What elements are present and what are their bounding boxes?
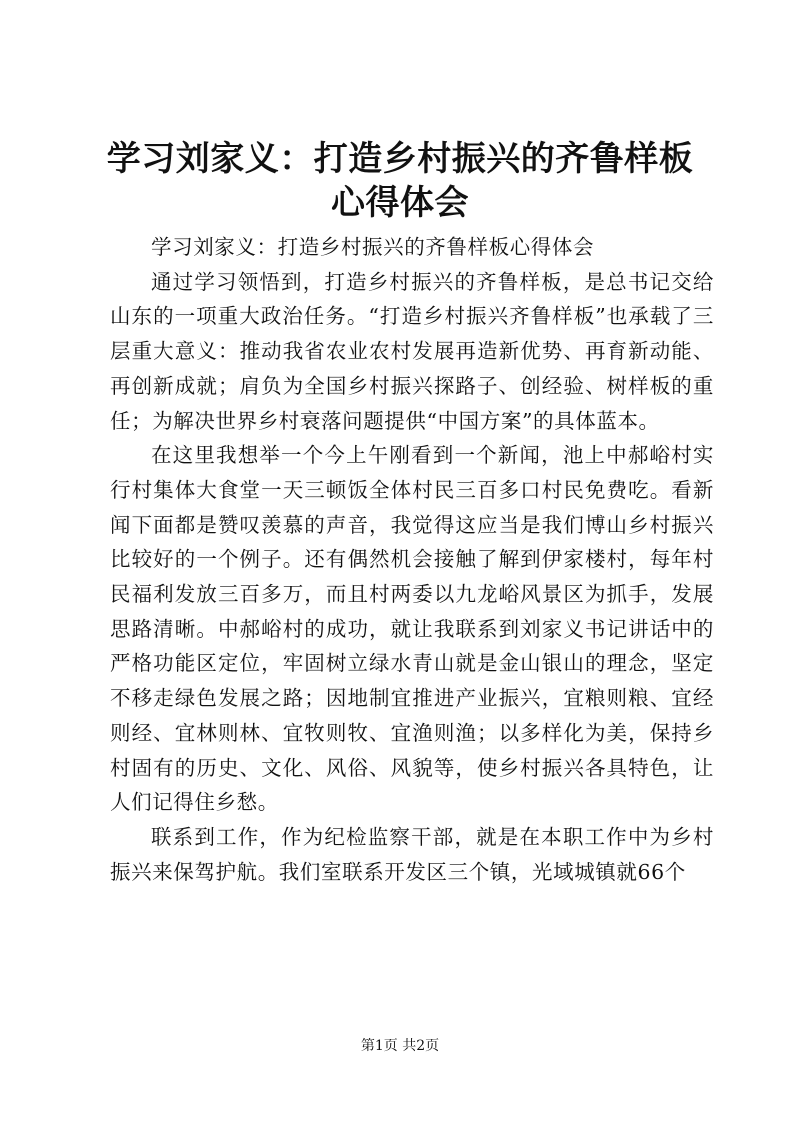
paragraph-significance: 通过学习领悟到，打造乡村振兴的齐鲁样板，是总书记交给山东的一项重大政治任务。“打造乡村振兴齐鲁样板”也承载了三层重大意义：推动我省农业农村发展再造新优势、再育新动能、再创新成就；肩负为全国乡村振兴探路子、创经验、树样板的重任；为解决世界乡村衰落问题提供“中国方案”的具体蓝本。 xyxy=(110,269,714,433)
paragraph-work-connection: 联系到工作，作为纪检监察干部，就是在本职工作中为乡村振兴来保驾护航。我们室联系开发区三个镇，光域城镇就66个 xyxy=(110,824,714,884)
document-title: 学习刘家义：打造乡村振兴的齐鲁样板心得体会 xyxy=(106,139,694,223)
document-body xyxy=(110,230,714,889)
paragraph-village-example: 在这里我想举一个今上午刚看到一个新闻，池上中郝峪村实行村集体大食堂一天三顿饭全体村民三百多口村民免费吃。看新闻下面都是赞叹羡慕的声音，我觉得这应当是我们博山乡村振兴比较好的一个例子。还有偶然机会接触了解到伊家楼村，每年村民福利发放三百多万，而且村两委以九龙峪风景区为抓手，发展思路清晰。中郝峪村的成功，就让我联系到刘家义书记讲话中的严格功能区定位，牢固树立绿水青山就是金山银山的理念，坚定不移走绿色发展之路；因地制宜推进产业振兴，宜粮则粮、宜经则经、宜林则林、宜牧则牧、宜渔则渔；以多样化为美，保持乡村固有的历史、文化、风俗、风貌等，使乡村振兴各具特色，让人们记得住乡愁。 xyxy=(110,443,714,815)
paragraph-subtitle: 学习刘家义：打造乡村振兴的齐鲁样板心得体会 xyxy=(151,235,595,259)
page-number-footer: 第1页 共2页 xyxy=(360,1038,440,1054)
